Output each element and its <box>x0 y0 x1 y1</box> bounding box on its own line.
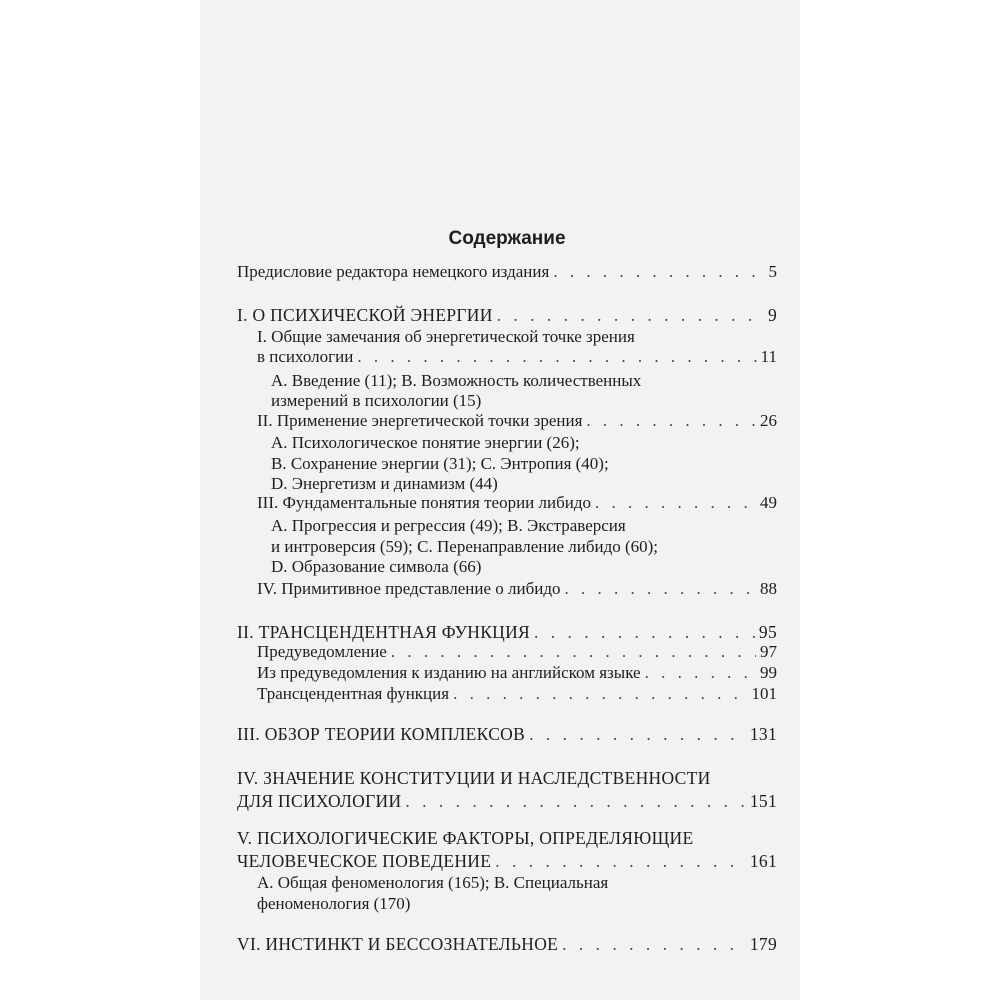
toc-entry-page: 11 <box>760 347 777 366</box>
toc-entry-page: 97 <box>760 642 777 661</box>
toc-entry-text: феноменология (170) <box>257 894 411 913</box>
toc-entry-text: А. Прогрессия и регрессия (49); В. Экстраверсия <box>271 516 626 535</box>
toc-entry-text: измерений в психологии (15) <box>271 391 482 410</box>
toc-entry-text: D. Энергетизм и динамизм (44) <box>271 474 498 493</box>
leader-dots <box>495 849 746 873</box>
toc-subentry <box>271 555 777 579</box>
toc-entry-page: 26 <box>760 411 777 430</box>
toc-entry-text: Предуведомление <box>257 642 387 661</box>
page-title: Содержание <box>448 228 566 249</box>
toc-entry-page: 99 <box>760 663 777 682</box>
toc-entry-text: V. ПСИХОЛОГИЧЕСКИЕ ФАКТОРЫ, ОПРЕДЕЛЯЮЩИЕ <box>237 828 694 848</box>
toc-entry-text: В. Сохранение энергии (31); С. Энтропия (40); <box>271 454 609 473</box>
toc-entry-page: 131 <box>749 724 777 744</box>
toc-chapter <box>237 722 777 746</box>
toc-chapter <box>237 849 777 873</box>
toc-entry-text: II. Применение энергетической точки зрения <box>257 411 583 430</box>
toc-chapter <box>237 826 777 850</box>
toc-entry-text: ДЛЯ ПСИХОЛОГИИ <box>237 791 402 811</box>
toc-entry <box>257 491 777 515</box>
toc-entry-page: 101 <box>751 684 777 703</box>
toc-entry-text: IV. ЗНАЧЕНИЕ КОНСТИТУЦИИ И НАСЛЕДСТВЕННОСТИ <box>237 768 711 788</box>
toc-entry-text: А. Психологическое понятие энергии (26); <box>271 433 580 452</box>
toc-entry-text: Из предуведомления к изданию на английском языке <box>257 663 641 682</box>
toc-entry <box>257 682 777 706</box>
toc-entry-text: и интроверсия (59); С. Перенаправление либидо (60); <box>271 537 659 556</box>
toc-entry-text: III. Фундаментальные понятия теории либидо <box>257 493 591 512</box>
toc-entry-page: 151 <box>749 791 777 811</box>
toc-entry <box>257 345 777 369</box>
toc-entry-page: 49 <box>760 493 777 512</box>
toc-chapter <box>237 303 777 327</box>
toc-entry-text: Предисловие редактора немецкого издания <box>237 262 550 281</box>
toc-entry-page: 88 <box>760 579 777 598</box>
toc-chapter <box>237 789 777 813</box>
toc-entry-text: А. Общая феноменология (165); В. Специальная <box>257 873 609 892</box>
toc-subentry <box>257 892 777 916</box>
leader-dots <box>453 682 747 706</box>
toc-entry-text: А. Введение (11); В. Возможность количественных <box>271 371 642 390</box>
toc-entry-text: ЧЕЛОВЕЧЕСКОЕ ПОВЕДЕНИЕ <box>237 851 492 871</box>
leader-dots <box>564 577 756 601</box>
toc-entry-text: IV. Примитивное представление о либидо <box>257 579 561 598</box>
leader-dots <box>405 789 745 813</box>
toc-entry <box>257 409 777 433</box>
toc-chapter <box>237 932 777 956</box>
leader-dots <box>553 260 764 284</box>
toc-entry-text: в психологии <box>257 347 354 366</box>
toc-entry-text: Трансцендентная функция <box>257 684 450 703</box>
leader-dots <box>357 345 756 369</box>
toc-entry-text: D. Образование символа (66) <box>271 557 482 576</box>
leader-dots <box>586 409 756 433</box>
toc-entry <box>257 577 777 601</box>
toc-entry <box>237 260 777 284</box>
toc-entry-page: 161 <box>749 851 777 871</box>
toc-entry-page: 95 <box>758 622 777 642</box>
toc-entry-page: 179 <box>749 934 777 954</box>
leader-dots <box>595 491 756 515</box>
toc-entry-page: 9 <box>767 305 777 325</box>
leader-dots <box>562 932 746 956</box>
toc-entry-text: I. Общие замечания об энергетической точке зрения <box>257 327 635 346</box>
toc-chapter <box>237 766 777 790</box>
leader-dots <box>497 303 764 327</box>
toc-entry-text: I. О ПСИХИЧЕСКОЙ ЭНЕРГИИ <box>237 305 493 325</box>
toc-entry-text: II. ТРАНСЦЕНДЕНТНАЯ ФУНКЦИЯ <box>237 622 531 642</box>
toc-entry-page: 5 <box>768 262 777 281</box>
table-of-contents <box>237 0 777 1000</box>
leader-dots <box>529 722 746 746</box>
toc-entry-text: III. ОБЗОР ТЕОРИИ КОМПЛЕКСОВ <box>237 724 526 744</box>
toc-entry-text: VI. ИНСТИНКТ И БЕССОЗНАТЕЛЬНОЕ <box>237 934 559 954</box>
